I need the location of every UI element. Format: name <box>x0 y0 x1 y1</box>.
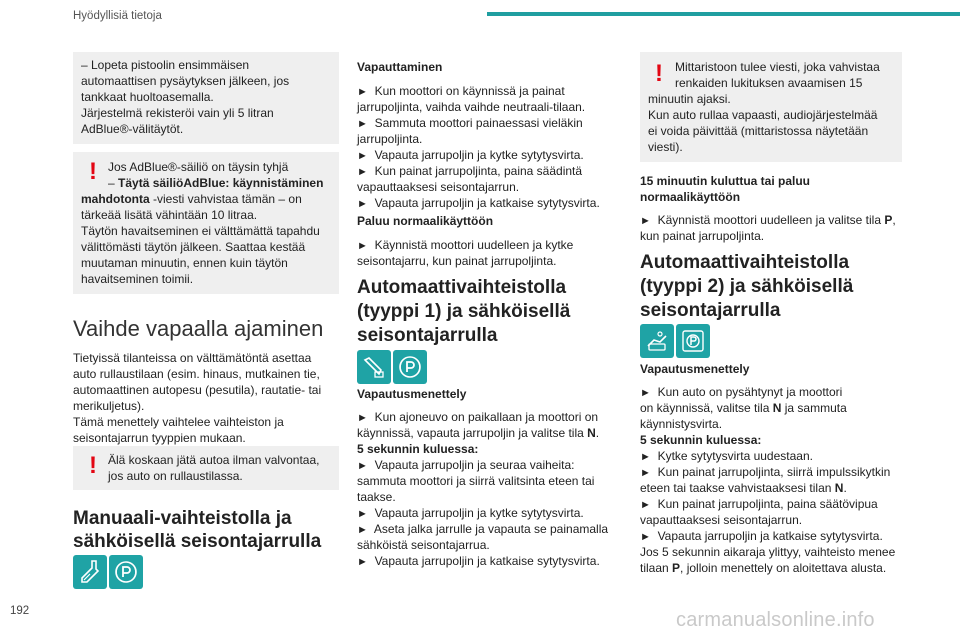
step-line: tilaan P, jolloin menettely on aloitettava alusta. <box>640 561 887 575</box>
subsection-heading: (tyyppi 2) ja sähköisellä <box>640 276 854 297</box>
info-line: automaattisen pysäytyksen jälkeen, jos <box>81 74 290 88</box>
info-line: – Lopeta pistoolin ensimmäisen <box>81 58 250 72</box>
subsection-heading: Manuaali-vaihteistolla ja <box>73 508 292 529</box>
subsection-heading: sähköisellä seisontajarrulla <box>73 531 322 552</box>
warning-line: viesti). <box>648 140 683 154</box>
section-heading: Vaihde vapaalla ajaminen <box>73 316 324 341</box>
info-line: Järjestelmä rekisteröi vain yli 5 litran <box>81 106 274 120</box>
procedure-title: Vapautusmenettely <box>640 362 750 376</box>
arrow-icon: ► <box>640 387 651 399</box>
warning-icon: ! <box>89 452 97 479</box>
step-line: käynnistysvirta. <box>640 417 723 431</box>
step-line: ► Käynnistä moottori uudelleen ja kytke <box>357 238 574 252</box>
warning-line: välittömästi täytön jälkeen. Saattaa kestää <box>81 240 306 254</box>
step-line: jarrupoljinta, vaihda vaihde neutraali-tilaan. <box>357 100 586 114</box>
arrow-icon: ► <box>357 118 368 130</box>
parking-brake-icon <box>393 350 427 384</box>
step-line: ► Kun painat jarrupoljinta, siirrä impulssikytkin <box>640 465 891 479</box>
warning-line: muutaman minuutin, ennen kuin täytön <box>81 256 288 270</box>
header-accent-bar <box>487 12 960 16</box>
step-line: ► Vapauta jarrupoljin ja katkaise sytytysvirta. <box>357 554 600 568</box>
step-line: ► Vapauta jarrupoljin ja seuraa vaiheita: <box>357 458 575 472</box>
arrow-icon: ► <box>357 460 368 472</box>
warning-line: renkaiden lukituksen avaamisen 15 <box>675 76 863 90</box>
arrow-icon: ► <box>357 240 368 252</box>
arrow-icon: ► <box>640 467 651 479</box>
step-line: seisontajarru, kun painat jarrupoljinta. <box>357 254 557 268</box>
warning-line: – Täytä säiliöAdBlue: käynnistäminen <box>108 176 324 190</box>
arrow-icon: ► <box>357 86 368 98</box>
step-line: ► Kun moottori on käynnissä ja painat <box>357 84 565 98</box>
step-line: sähköistä seisontajarrua. <box>357 538 490 552</box>
warning-line: mahdotonta -viesti vahvistaa tämän – on <box>81 192 302 206</box>
procedure-title: Vapauttaminen <box>357 60 443 74</box>
step-line: vapauttaaksesi seisontajarrun. <box>357 180 520 194</box>
warning-line: ei voida päivittää (mittaristossa näytetään <box>648 124 869 138</box>
step-line: 5 sekunnin kuluessa: <box>640 433 762 447</box>
subsection-heading: Automaattivaihteistolla <box>357 277 567 298</box>
step-line: taakse. <box>357 490 396 504</box>
warning-line: jos auto on rullaustilassa. <box>108 469 243 483</box>
step-line: ► Vapauta jarrupoljin ja kytke sytytysvirta. <box>357 148 584 162</box>
gear-shift-icon <box>357 350 391 384</box>
body-line: auto rullaustilaan (esim. hinaus, mutkainen tie, <box>73 367 320 381</box>
procedure-title: Vapautusmenettely <box>357 387 467 401</box>
step-line: on käynnissä, valitse tila N ja sammuta <box>640 401 847 415</box>
warning-line: havaitseminen toimii. <box>81 272 194 286</box>
warning-icon: ! <box>89 158 97 185</box>
subsection-heading: (tyyppi 1) ja sähköisellä <box>357 301 571 322</box>
body-line: Tämä menettely vaihtelee vaihteiston ja <box>73 415 284 429</box>
arrow-icon: ► <box>357 524 368 536</box>
warning-line: Kun auto rullaa vapaasti, audiojärjestelmää <box>648 108 878 122</box>
procedure-title: Paluu normaalikäyttöön <box>357 214 494 228</box>
step-line: ► Käynnistä moottori uudelleen ja valitse tila P, <box>640 213 896 227</box>
parking-brake-icon <box>676 324 710 358</box>
body-line: automaattinen autopesu (pesutila), rautatie- tai <box>73 383 322 397</box>
section-title: Hyödyllisiä tietoja <box>73 10 162 22</box>
arrow-icon: ► <box>640 451 651 463</box>
step-line: ► Vapauta jarrupoljin ja katkaise sytytysvirta. <box>640 529 883 543</box>
step-line: ► Kun painat jarrupoljinta, paina säätövipua <box>640 497 878 511</box>
arrow-icon: ► <box>357 508 368 520</box>
step-line: eteen tai taakse vahvistaaksesi tilan N. <box>640 481 847 495</box>
step-line: ► Kun ajoneuvo on paikallaan ja moottori on <box>357 410 599 424</box>
step-line: 5 sekunnin kuluessa: <box>357 442 479 456</box>
step-line: ► Kun auto on pysähtynyt ja moottori <box>640 385 843 399</box>
procedure-title: 15 minuutin kuluttua tai paluu <box>640 174 811 188</box>
warning-line: tärkeää lisätä vähintään 10 litraa. <box>81 208 258 222</box>
body-line: seisontajarrun tyyppien mukaan. <box>73 431 246 445</box>
warning-icon: ! <box>655 60 663 87</box>
step-line: ► Vapauta jarrupoljin ja kytke sytytysvirta. <box>357 506 584 520</box>
body-line: merikuljetus). <box>73 399 145 413</box>
arrow-icon: ► <box>357 556 368 568</box>
arrow-icon: ► <box>357 412 368 424</box>
step-line: vapauttaaksesi seisontajarrun. <box>640 513 803 527</box>
warning-line: minuutin ajaksi. <box>648 92 731 106</box>
gear-selector-icon <box>640 324 674 358</box>
watermark: carmanualsonline.info <box>676 609 875 631</box>
step-line: sammuta moottori ja siirrä valitsinta eteen tai <box>357 474 595 488</box>
step-line: Jos 5 sekunnin aikaraja ylittyy, vaihteisto menee <box>640 545 896 559</box>
page-number: 192 <box>10 605 30 617</box>
step-line: ► Kytke sytytysvirta uudestaan. <box>640 449 813 463</box>
subsection-heading: Automaattivaihteistolla <box>640 252 850 273</box>
gear-shift-icon <box>73 555 107 589</box>
step-line: ► Kun painat jarrupoljinta, paina säädintä <box>357 164 583 178</box>
arrow-icon: ► <box>357 150 368 162</box>
parking-brake-icon <box>109 555 143 589</box>
step-line: ► Aseta jalka jarrulle ja vapauta se painamalla <box>357 522 609 536</box>
body-line: Tietyissä tilanteissa on välttämätöntä asettaa <box>73 351 312 365</box>
procedure-title: normaalikäyttöön <box>640 190 741 204</box>
subsection-heading: seisontajarrulla <box>640 300 781 321</box>
warning-line: Mittaristoon tulee viesti, joka vahvistaa <box>675 60 880 74</box>
step-line: käynnissä, vapauta jarrupoljin ja valitse tila N. <box>357 426 600 440</box>
step-line: ► Vapauta jarrupoljin ja katkaise sytytysvirta. <box>357 196 600 210</box>
step-line: ► Sammuta moottori painaessasi vieläkin <box>357 116 583 130</box>
info-line: tankkaat huoltoasemalla. <box>81 90 214 104</box>
warning-line: Täytön havaitseminen ei välttämättä tapahdu <box>81 224 320 238</box>
warning-line: Jos AdBlue®-säiliö on täysin tyhjä <box>108 160 289 174</box>
arrow-icon: ► <box>357 198 368 210</box>
arrow-icon: ► <box>640 531 651 543</box>
subsection-heading: seisontajarrulla <box>357 325 498 346</box>
info-line: AdBlue®-välitäytöt. <box>81 122 184 136</box>
step-line: kun painat jarrupoljinta. <box>640 229 765 243</box>
step-line: jarrupoljinta. <box>357 132 423 146</box>
arrow-icon: ► <box>357 166 368 178</box>
warning-line: Älä koskaan jätä autoa ilman valvontaa, <box>108 453 320 467</box>
arrow-icon: ► <box>640 499 651 511</box>
arrow-icon: ► <box>640 215 651 227</box>
